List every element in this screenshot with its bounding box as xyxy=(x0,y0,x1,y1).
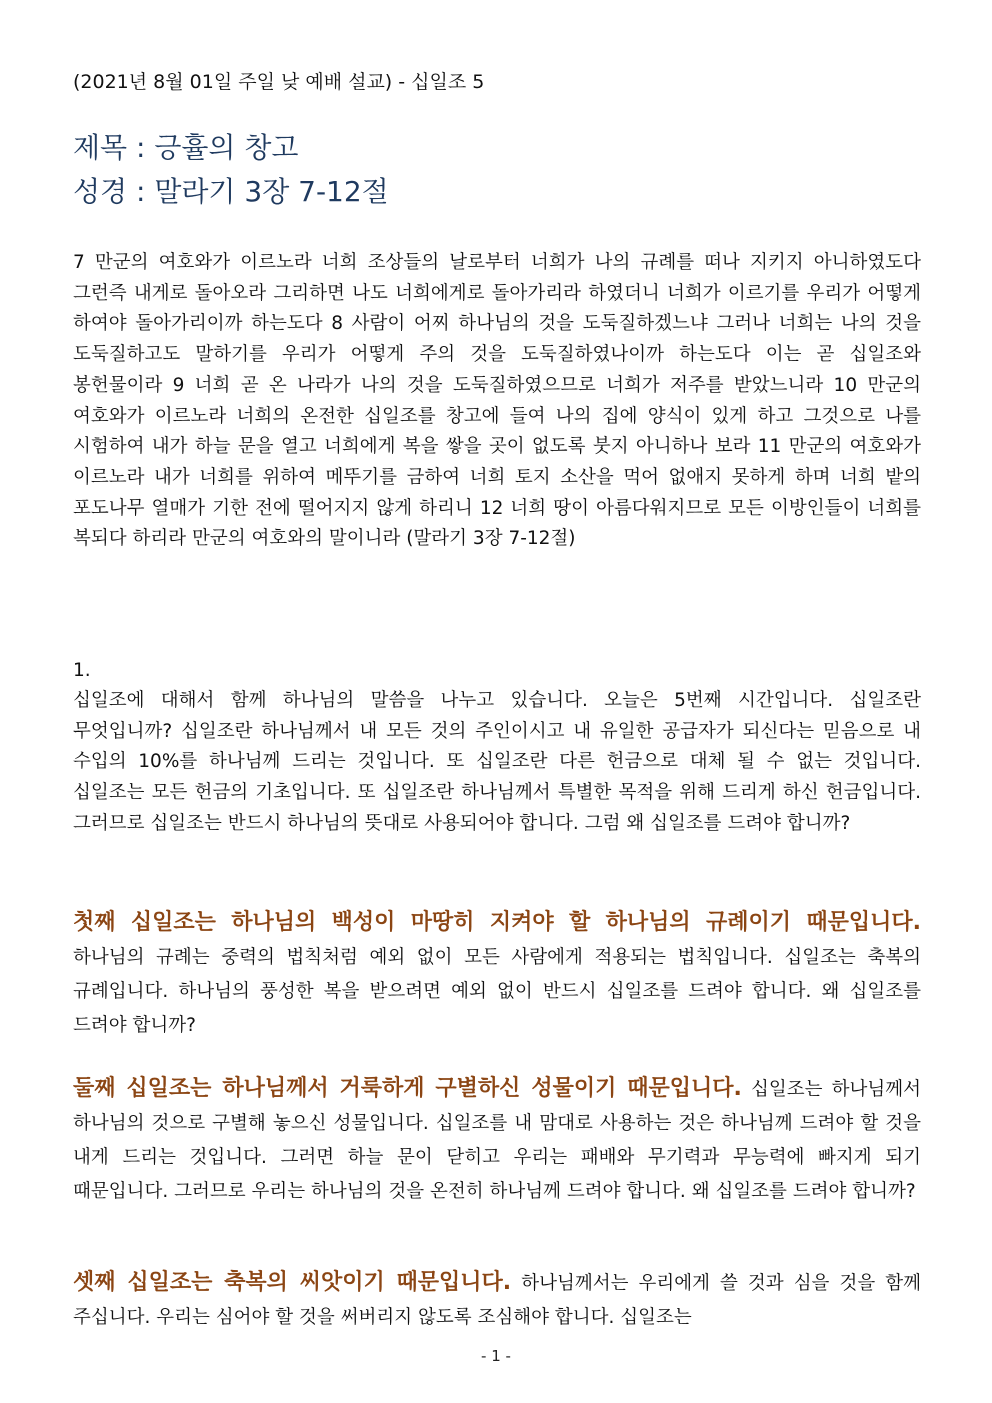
intro-paragraph: 십일조에 대해서 함께 하나님의 말씀을 나누고 있습니다. 오늘은 5번째 시간입니다. 십일조란 무엇입니까? 십일조란 하나님께서 내 모든 것의 주인이시고 내 유일한 공급자가 되신다는 믿음으로 내 수입의 10%를 하나님께 드리는 것입니다. 또 십일조란 다른 헌금으로 대체 될 수 없는 것입니다. 십일조는 모든 헌금의 기초입니다. 또 십일조란 하나님께서 특별한 목적을 위해 드리게 하신 헌금입니다. 그러므로 십일조는 반드시 하나님의 뜻대로 사용되어야 합니다. 그럼 왜 십일조를 드려야 합니까? xyxy=(73,690,921,834)
scripture-passage: 7 만군의 여호와가 이르노라 너희 조상들의 날로부터 너희가 나의 규례를 떠나 지키지 아니하였도다 그런즉 내게로 돌아오라 그리하면 나도 너희에게로 돌아가리라 하였더니 너희가 이르기를 우리가 어떻게 하여야 돌아가리이까 하는도다 8 사람이 어찌 하나님의 것을 도둑질하겠느냐 그러나 너희는 나의 것을 도둑질하고도 말하기를 우리가 어떻게 주의 것을 도둑질하였나이까 하는도다 이는 곧 십일조와 봉헌물이라 9 너희 곧 온 나라가 나의 것을 도둑질하였으므로 너희가 저주를 받았느니라 10 만군의 여호와가 이르노라 너희의 온전한 십일조를 창고에 들여 나의 집에 양식이 있게 하고 그것으로 나를 시험하여 내가 하늘 문을 열고 너희에게 복을 쌓을 곳이 없도록 붓지 아니하나 보라 11 만군의 여호와가 이르노라 내가 너희를 위하여 메뚜기를 금하여 너희 토지 소산을 먹어 없애지 못하게 하며 너희 밭의 포도나무 열매가 기한 전에 떨어지지 않게 하리니 12 너희 땅이 아름다워지므로 모든 이방인들이 너희를 복되다 하리라 만군의 여호와의 말이니라 (말라기 3장 7-12절) xyxy=(73,252,921,550)
scripture-reference: 성경 : 말라기 3장 7-12절 xyxy=(73,175,389,208)
section-number: 1. xyxy=(73,660,91,681)
point-second xyxy=(73,1072,921,1209)
point-third xyxy=(73,1266,921,1335)
point-heading: 둘째 십일조는 하나님께서 거룩하게 구별하신 성물이기 때문입니다. xyxy=(73,1076,742,1101)
service-date-line: (2021년 8월 01일 주일 낮 예배 설교) - 십일조 5 xyxy=(73,71,485,93)
point-heading: 셋째 십일조는 축복의 씨앗이기 때문입니다. xyxy=(73,1270,512,1295)
point-body: 십일조는 하나님께서 하나님의 것으로 구별해 놓으신 성물입니다. 십일조를 내 맘대로 사용하는 것은 하나님께 드려야 할 것을 내게 드리는 것입니다. 그러면 하늘 문이 닫히고 우리는 패배와 무기력과 무능력에 빠지게 되기 때문입니다. 그러므로 우리는 하나님의 것을 온전히 하나님께 드려야 합니다. 왜 십일조를 드려야 합니까? xyxy=(73,1079,921,1202)
point-body: 하나님께서는 우리에게 쓸 것과 심을 것을 함께 주십니다. 우리는 심어야 할 것을 써버리지 않도록 조심해야 합니다. 십일조는 xyxy=(73,1273,921,1328)
point-first xyxy=(73,906,921,1043)
point-body: 하나님의 규례는 중력의 법칙처럼 예외 없이 모든 사람에게 적용되는 법칙입니다. 십일조는 축복의 규례입니다. 하나님의 풍성한 복을 받으려면 예외 없이 반드시 십일조를 드려야 합니다. 왜 십일조를 드려야 합니까? xyxy=(73,947,921,1036)
sermon-title: 제목 : 긍휼의 창고 xyxy=(73,131,299,164)
point-heading: 첫째 십일조는 하나님의 백성이 마땅히 지켜야 할 하나님의 규례이기 때문입니다. xyxy=(73,910,921,935)
page-number: - 1 - xyxy=(481,1347,511,1365)
